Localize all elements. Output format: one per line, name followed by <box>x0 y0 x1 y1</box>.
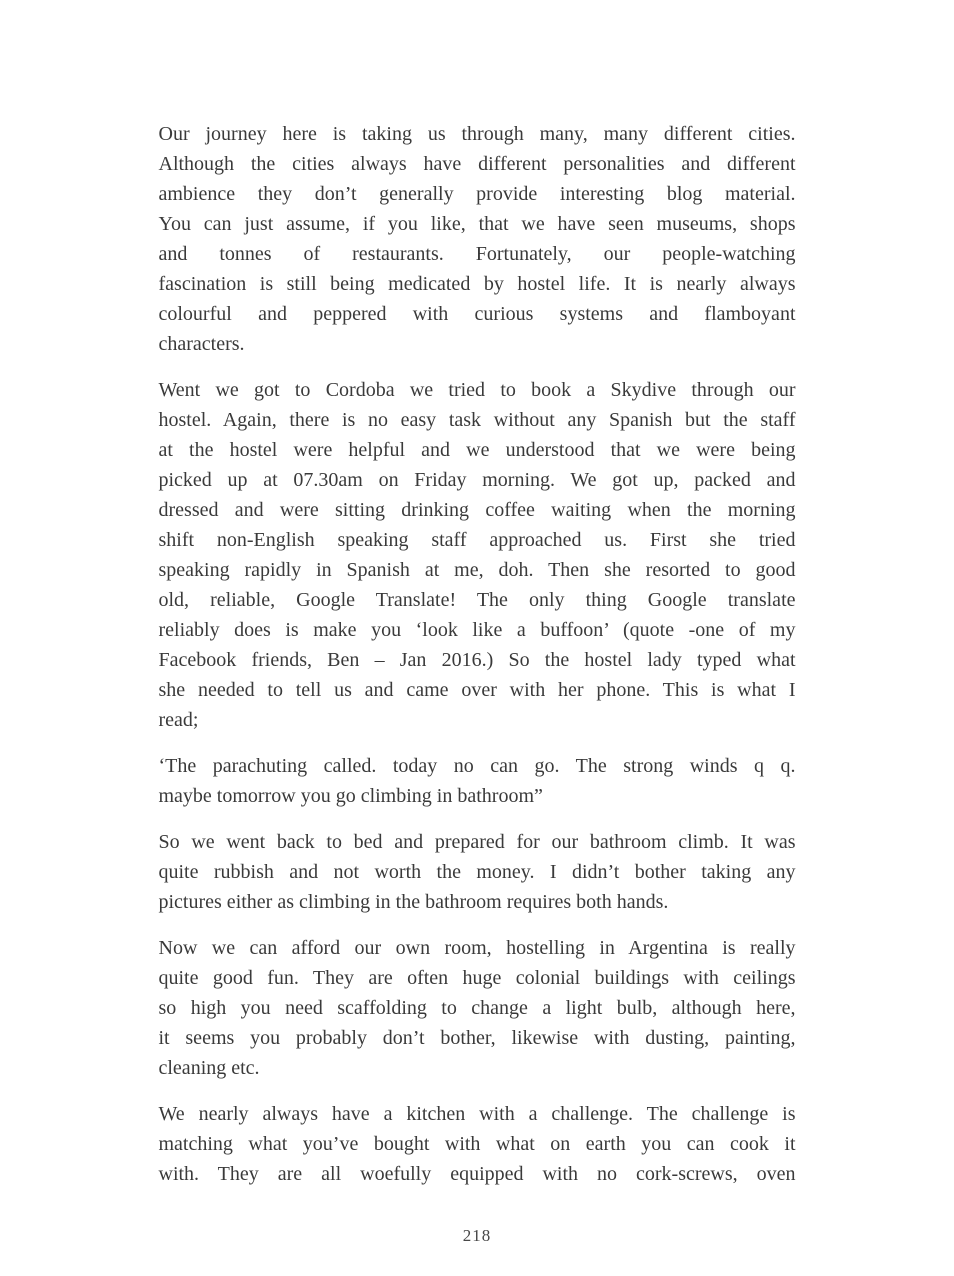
page-number: 218 <box>462 1226 492 1245</box>
text-line: read; <box>158 709 199 731</box>
text-line: fascination is still being medicated by hostel life. It is nearly always <box>158 273 796 295</box>
text-line: quite rubbish and not worth the money. I didn’t bother taking any <box>158 861 796 883</box>
text-line: characters. <box>158 333 245 355</box>
text-line: it seems you probably don’t bother, likewise with dusting, painting, <box>158 1027 796 1049</box>
text-line: reliably does is make you ‘look like a buffoon’ (quote -one of my <box>158 619 796 641</box>
text-line: Our journey here is taking us through many, many different cities. <box>158 123 796 145</box>
text-line: So we went back to bed and prepared for our bathroom climb. It was <box>158 831 796 853</box>
text-line: ambience they don’t generally provide interesting blog material. <box>158 183 796 205</box>
text-line: picked up at 07.30am on Friday morning. We got up, packed and <box>158 469 796 491</box>
text-line: Facebook friends, Ben – Jan 2016.) So the hostel lady typed what <box>158 649 796 671</box>
text-line: dressed and were sitting drinking coffee waiting when the morning <box>158 499 796 521</box>
text-line: pictures either as climbing in the bathroom requires both hands. <box>158 891 669 913</box>
text-line: maybe tomorrow you go climbing in bathroom” <box>158 785 543 807</box>
paragraph <box>159 375 796 735</box>
text-line: matching what you’ve bought with what on earth you can cook it <box>158 1133 796 1155</box>
text-line: shift non-English speaking staff approached us. First she tried <box>158 529 796 551</box>
page-body <box>159 0 796 1189</box>
text-line: ‘The parachuting called. today no can go. The strong winds q q. <box>158 755 796 777</box>
text-line: she needed to tell us and came over with her phone. This is what I <box>158 679 796 701</box>
text-line: hostel. Again, there is no easy task without any Spanish but the staff <box>158 409 796 431</box>
text-line: You can just assume, if you like, that we have seen museums, shops <box>158 213 796 235</box>
paragraph <box>159 119 796 359</box>
paragraph <box>159 1099 796 1189</box>
text-line: Now we can afford our own room, hostelling in Argentina is really <box>158 937 796 959</box>
text-line: at the hostel were helpful and we understood that we were being <box>158 439 796 461</box>
text-line: speaking rapidly in Spanish at me, doh. Then she resorted to good <box>158 559 796 581</box>
text-line: and tonnes of restaurants. Fortunately, our people-watching <box>158 243 796 265</box>
text-line: cleaning etc. <box>158 1057 260 1079</box>
text-line: We nearly always have a kitchen with a challenge. The challenge is <box>158 1103 796 1125</box>
text-line: Went we got to Cordoba we tried to book a Skydive through our <box>158 379 796 401</box>
paragraph <box>159 827 796 917</box>
paragraph <box>159 751 796 811</box>
text-line: quite good fun. They are often huge colonial buildings with ceilings <box>158 967 796 989</box>
text-line: old, reliable, Google Translate! The only thing Google translate <box>158 589 796 611</box>
text-line: colourful and peppered with curious systems and flamboyant <box>158 303 796 325</box>
text-line: Although the cities always have different personalities and different <box>158 153 796 175</box>
paragraph <box>159 933 796 1083</box>
text-line: so high you need scaffolding to change a light bulb, although here, <box>158 997 796 1019</box>
text-line: with. They are all woefully equipped with no cork-screws, oven <box>158 1163 796 1185</box>
